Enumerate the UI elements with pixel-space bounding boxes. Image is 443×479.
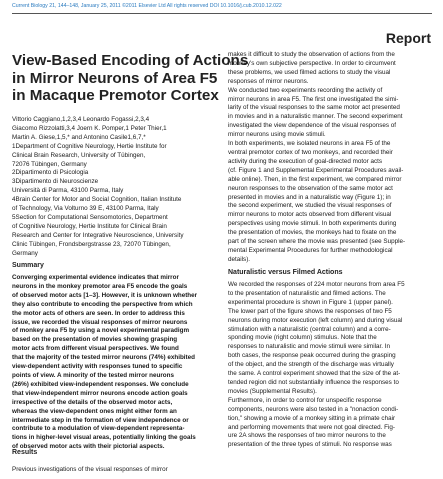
text-line: mirror neurons using movie stimuli. [228, 131, 326, 139]
text-line: of observed motor acts [1–3]. However, it is unknown whether [12, 291, 198, 299]
text-line: to the presentation of naturalistic and filmed actions. The [228, 289, 386, 297]
text-line: Martin A. Giese,1,5,* and Antonino Casile1,6,7,* [12, 133, 146, 141]
text-line: the second experiment, we studied the visual responses of [228, 202, 392, 210]
text-line: 72076 Tübingen, Germany [12, 160, 87, 168]
text-line: tion," showing a movie of a monkey sitting in a primate chair [228, 414, 396, 422]
text-line: Previous investigations of the visual responses of mirror [12, 466, 168, 473]
intro-body [228, 51, 438, 265]
text-line: 5Section for Computational Sensomotorics, Department [12, 213, 168, 221]
text-line: they also contribute to encoding the perspective from which [12, 300, 193, 308]
text-line: larity of the visual responses to the same motor act presented [228, 104, 400, 112]
text-line: monkey's own subjective perspective. In order to circumvent [228, 59, 396, 67]
text-line: Università di Parma, 43100 Parma, Italy [12, 187, 124, 195]
text-line: ventral premotor cortex of two monkeys, and recorded their [228, 148, 393, 156]
text-line: of Cognitive Neurology, Hertie Institute for Clinical Brain [12, 222, 167, 230]
text-line: (26%) exhibited view-independent responses. We conclude [12, 380, 189, 388]
text-line: 2Dipartimento di Psicologia [12, 169, 89, 177]
summary-heading: Summary [12, 262, 44, 269]
journal-citation: Current Biology 21, 144–148, January 25, 2011 ©2011 Elsevier Ltd All rights reserved DOI 10.1016/j.cub.2010.12.022 [12, 3, 282, 9]
text-line: both cases, the response peak occurred during the grasping [228, 352, 396, 360]
text-line: motor acts from different visual perspectives. We found [12, 345, 179, 353]
text-line: Furthermore, in order to control for unspecific response [228, 396, 382, 404]
text-line: responses to naturalistic and movie stimuli were similar. In [228, 343, 391, 351]
text-line: (cf. Figure 1 and Supplemental Experimental Procedures avail- [228, 166, 404, 174]
text-line: whereas the view-dependent ones might either form an [12, 407, 177, 415]
author-affiliations [12, 116, 220, 259]
text-line: tions in higher-level visual areas, potentially linking the goals [12, 434, 196, 442]
section-tag: Report [385, 30, 431, 46]
text-line: the motor acts of others are seen. In order to address this [12, 309, 185, 317]
text-line: The lower part of the figure shows the responses of two F5 [228, 307, 392, 315]
text-line: We conducted two experiments recording the activity of [228, 86, 383, 94]
text-line: that the majority of the tested mirror neurons (74%) exhibited [12, 354, 195, 362]
text-line: based on the presentation of movies showing grasping [12, 336, 178, 344]
text-line: details). [228, 255, 251, 263]
text-line: sponding movie (right column) stimulus. Note that the [228, 334, 377, 342]
text-line: tended region did not substantially influence the responses to [228, 378, 399, 386]
text-line: neurons during motor execution (left column) and during visual [228, 316, 403, 324]
text-line: in movies and in a naturalistic manner. The second experiment [228, 113, 403, 121]
results-body [12, 466, 220, 475]
text-line: the presentation of movies, the monkeys had to fixate on the [228, 229, 397, 237]
text-line: mirror neurons to motor acts observed from different visual [228, 211, 392, 219]
text-line: components, neurons were also tested in a "nonaction condi- [228, 405, 399, 413]
title-line: in Macaque Premotor Cortex [12, 87, 219, 104]
text-line: able online). Then, in the first experiment, we compared mirror [228, 175, 402, 183]
text-line: intermediate step in the formation of view independence or [12, 416, 189, 424]
text-line: presented in movies and in a naturalistic way (Figure 1); in [228, 193, 391, 201]
subsection-body [228, 281, 438, 450]
text-line: stimulation with a naturalistic (central column) and a corre- [228, 325, 391, 333]
text-line: mirror neurons in area F5. The first one investigated the simi- [228, 95, 399, 103]
text-line: investigated the view dependence of the visual responses of [228, 122, 397, 130]
text-line: perspectives using movie stimuli. In both experiments during [228, 220, 397, 228]
text-line: responses of mirror neurons. [228, 77, 309, 85]
title-line: View-Based Encoding of Actions [12, 52, 249, 69]
text-line: of Technology, Via Volturno 39 E, 43100 Parma, Italy [12, 205, 159, 213]
text-line: view-dependent activity with responses tuned to specific [12, 363, 183, 371]
text-line: 4Brain Center for Motor and Social Cognition, Italian Institute [12, 196, 182, 204]
summary-body [12, 274, 220, 452]
text-line: irrespective of the details of the observed motor acts, [12, 398, 173, 406]
text-line: issue, we recorded the visual responses of mirror neurons [12, 318, 188, 326]
text-line: contribute to a modulation of view-dependent representa- [12, 425, 185, 433]
text-line: mental Experimental Procedures for further methodological [228, 246, 393, 254]
text-line: We recorded the responses of 224 motor neurons from area F5 [228, 281, 405, 288]
text-line: neurons in the monkey premotor area F5 encode the goals [12, 282, 188, 290]
text-line: 1Department of Cognitive Neurology, Hertie Institute for [12, 142, 167, 150]
text-line: Research and Center for Integrative Neuroscience, University [12, 231, 184, 239]
text-line: the same. A control experiment showed that the size of the at- [228, 370, 401, 378]
text-line: movies (Supplemental Results). [228, 387, 317, 395]
text-line: these problems, we used filmed actions to study the visual [228, 68, 391, 76]
text-line: of the object, and the strength of the discharge was virtually [228, 361, 394, 369]
text-line: makes it difficult to study the observation of actions from the [228, 51, 395, 58]
results-heading: Results [12, 449, 38, 456]
text-line: activity during the execution of goal-directed motor acts [228, 157, 383, 165]
text-line: part of the screen where the movie was presented (see Supple- [228, 238, 406, 246]
title-line: in Mirror Neurons of Area F5 [12, 69, 218, 87]
text-line: points of view. A minority of the tested mirror neurons [12, 371, 174, 379]
text-line: In both experiments, we isolated neurons in area F5 of the [228, 140, 391, 148]
text-line: Giacomo Rizzolatti,3,4 Joern K. Pomper,1 Peter Thier,1 [12, 124, 167, 132]
subsection-heading: Naturalistic versus Filmed Actions [228, 269, 343, 276]
text-line: experimental procedure is shown in Figure 1 (upper panel). [228, 298, 393, 306]
text-line: ure 2A shows the responses of two mirror neurons to the [228, 432, 386, 440]
text-line: neuron responses to the observation of the same motor act [228, 184, 393, 192]
text-line: Clinic Tübingen, Frondsbergstrasse 23, 72070 Tübingen, [12, 240, 171, 248]
text-line: and performing movements that were not goal directed. Fig- [228, 423, 395, 431]
text-line: of monkey area F5 by using a novel experimental paradigm [12, 327, 190, 335]
text-line: 3Dipartimento di Neuroscienze [12, 178, 99, 186]
text-line: Converging experimental evidence indicates that mirror [12, 274, 179, 281]
text-line: Clinical Brain Research, University of Tübingen, [12, 151, 146, 159]
text-line: of observed motor acts with their pictorial aspects. [12, 443, 165, 451]
text-line: Vittorio Caggiano,1,2,3,4 Leonardo Fogassi,2,3,4 [12, 116, 150, 123]
text-line: presentation of the three types of stimuli. No response was [228, 441, 392, 449]
header-divider [12, 13, 432, 14]
text-line: that view-independent mirror neurons encode action goals [12, 389, 188, 397]
text-line: Germany [12, 249, 38, 257]
